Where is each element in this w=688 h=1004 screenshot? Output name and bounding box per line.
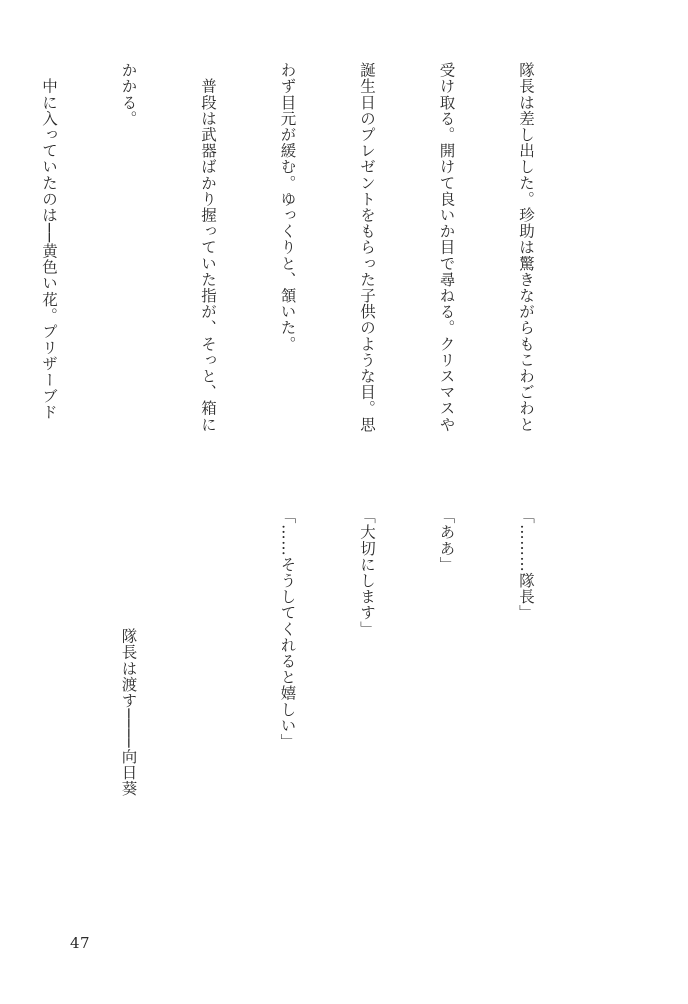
chapter-title: 隊長は渡す────向日葵: [119, 628, 138, 797]
text-line: かかる。: [119, 62, 138, 127]
blank-line: [36, 508, 63, 920]
text-line: わず目元が緩む。ゆっくりと、頷いた。: [278, 62, 297, 352]
text-line: 隊長は差し出した。珍助は驚きながらもこわごわと: [517, 62, 535, 433]
blank-line: [195, 508, 222, 920]
page-number: 47: [70, 934, 91, 952]
text-line: 誕生日のプレゼントをもらった子供のような目。思: [358, 62, 376, 433]
text-line: 中に入っていたのは──黄色い花。プリザーブド: [40, 62, 58, 420]
text-line: 普段は武器ばかり握っていた指が、そっと、箱に: [199, 62, 217, 433]
top-text-block: [0, 62, 592, 482]
bottom-text-block: [0, 508, 592, 920]
dialogue-line: 「大切にします」: [358, 508, 376, 637]
dialogue-line: 「ああ」: [437, 508, 456, 573]
dialogue-line: 「……そうしてくれると嬉しい」: [278, 508, 297, 750]
text-line: 受け取る。開けて良いか目で尋ねる。クリスマスや: [437, 62, 456, 433]
dialogue-line: 「………隊長」: [517, 508, 535, 621]
